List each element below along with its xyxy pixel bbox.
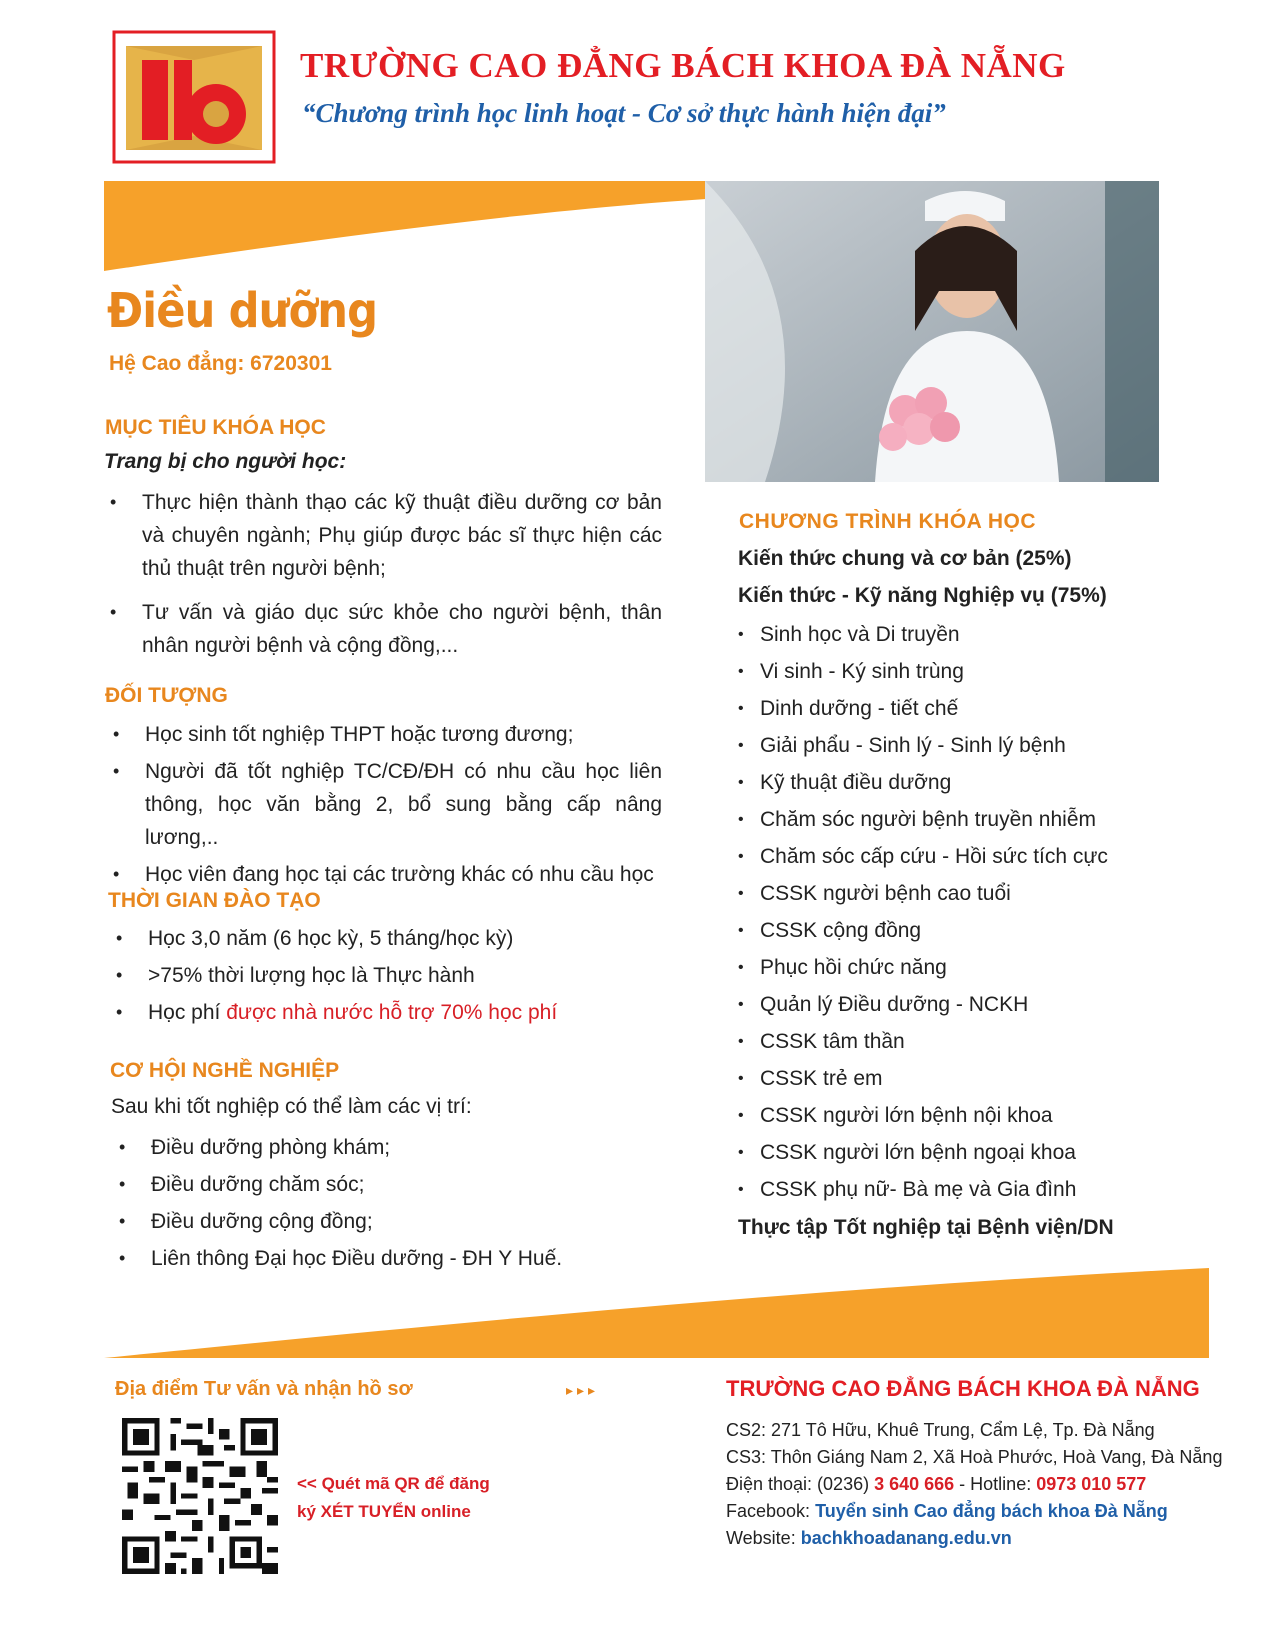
- list-item: • CSSK trẻ em: [760, 1060, 1108, 1097]
- phone-label: Điện thoại: (0236): [726, 1474, 875, 1494]
- nurse-photo: [705, 181, 1159, 482]
- phone-number[interactable]: 3 640 666: [874, 1474, 955, 1494]
- list-item: • Vi sinh - Ký sinh trùng: [760, 653, 1108, 690]
- qr-instruction-line-1: << Quét mã QR để đăng: [297, 1474, 490, 1493]
- qr-code[interactable]: [122, 1418, 278, 1574]
- qr-instruction: [297, 1470, 490, 1526]
- footer-school-name: TRƯỜNG CAO ĐẲNG BÁCH KHOA ĐÀ NẴNG: [726, 1376, 1200, 1401]
- consult-heading: Địa điểm Tư vấn và nhận hồ sơ: [115, 1378, 413, 1400]
- list-item: • Phục hồi chức năng: [760, 949, 1108, 986]
- fee-highlight: được nhà nước hỗ trợ 70% học phí: [226, 1001, 558, 1024]
- course-title: Điều dưỡng: [107, 283, 378, 339]
- qr-code-icon: [122, 1418, 278, 1574]
- website-label: Website:: [726, 1528, 801, 1548]
- objectives-heading: MỤC TIÊU KHÓA HỌC: [105, 416, 326, 439]
- list-item: • Học 3,0 năm (6 học kỳ, 5 tháng/học kỳ): [148, 922, 668, 955]
- list-item: • CSSK phụ nữ- Bà mẹ và Gia đình: [760, 1171, 1108, 1208]
- list-item: • Kỹ thuật điều dưỡng: [760, 764, 1108, 801]
- list-item: • Điều dưỡng phòng khám;: [151, 1131, 671, 1164]
- facebook-label: Facebook:: [726, 1501, 816, 1521]
- phone-line: [726, 1474, 1146, 1495]
- website-line: [726, 1528, 1012, 1549]
- list-item: • Học sinh tốt nghiệp THPT hoặc tương đương;: [145, 718, 662, 751]
- hotline-number[interactable]: 0973 010 577: [1036, 1474, 1147, 1494]
- careers-heading: CƠ HỘI NGHỀ NGHIỆP: [110, 1059, 340, 1082]
- curriculum-heading: CHƯƠNG TRÌNH KHÓA HỌC: [739, 510, 1037, 533]
- list-item: • CSSK người bệnh cao tuổi: [760, 875, 1108, 912]
- careers-list: [151, 1131, 671, 1275]
- list-item: • Dinh dưỡng - tiết chế: [760, 690, 1108, 727]
- list-item: • Điều dưỡng chăm sóc;: [151, 1168, 671, 1201]
- duration-list: [148, 922, 668, 1029]
- list-item: • CSSK người lớn bệnh ngoại khoa: [760, 1134, 1108, 1171]
- list-item: • CSSK cộng đồng: [760, 912, 1108, 949]
- duration-heading: THỜI GIAN ĐÀO TẠO: [108, 889, 321, 912]
- school-name: TRƯỜNG CAO ĐẲNG BÁCH KHOA ĐÀ NẴNG: [300, 46, 1066, 85]
- list-item: • Điều dưỡng cộng đồng;: [151, 1205, 671, 1238]
- facebook-link[interactable]: Tuyển sinh Cao đẳng bách khoa Đà Nẵng: [815, 1501, 1168, 1521]
- curriculum-internship: Thực tập Tốt nghiệp tại Bệnh viện/DN: [738, 1216, 1114, 1239]
- school-slogan: “Chương trình học linh hoạt - Cơ sở thực hành hiện đại”: [302, 98, 946, 128]
- list-item: • Liên thông Đại học Điều dưỡng - ĐH Y Huế.: [151, 1242, 671, 1275]
- list-item: • Chăm sóc cấp cứu - Hồi sức tích cực: [760, 838, 1108, 875]
- audience-list: [145, 718, 662, 891]
- list-item: • Sinh học và Di truyền: [760, 616, 1108, 653]
- school-logo: [112, 30, 276, 164]
- list-item: • Người đã tốt nghiệp TC/CĐ/ĐH có nhu cầu học liên thông, học văn bằng 2, bổ sung bằng cấp nâng lương,..: [145, 755, 662, 854]
- list-item: • >75% thời lượng học là Thực hành: [148, 959, 668, 992]
- audience-heading: ĐỐI TƯỢNG: [105, 684, 228, 707]
- list-item: • Thực hiện thành thạo các kỹ thuật điều dưỡng cơ bản và chuyên ngành; Phụ giúp được bác sĩ thực hiện các thủ thuật trên người bệnh;: [142, 486, 662, 585]
- course-code: Hệ Cao đẳng: 6720301: [109, 352, 332, 375]
- list-item: • Tư vấn và giáo dục sức khỏe cho người bệnh, thân nhân người bệnh và cộng đồng,...: [142, 596, 662, 662]
- careers-intro: Sau khi tốt nghiệp có thể làm các vị trí:: [111, 1095, 472, 1118]
- list-item: • Quản lý Điều dưỡng - NCKH: [760, 986, 1108, 1023]
- top-orange-banner: [104, 181, 706, 271]
- website-link[interactable]: bachkhoadanang.edu.vn: [800, 1528, 1012, 1548]
- curriculum-subjects: [760, 616, 1108, 1208]
- list-item: • CSSK người lớn bệnh nội khoa: [760, 1097, 1108, 1134]
- list-item: • Học viên đang học tại các trường khác có nhu cầu học: [145, 858, 662, 891]
- fee-prefix: Học phí: [148, 1001, 227, 1024]
- facebook-line: [726, 1501, 1168, 1522]
- arrows-icon: ▸▸▸: [566, 1382, 600, 1398]
- campus-3-address: CS3: Thôn Giáng Nam 2, Xã Hoà Phước, Hoà Vang, Đà Nẵng: [726, 1447, 1223, 1467]
- qr-instruction-line-2: ký XÉT TUYỂN online: [297, 1502, 471, 1521]
- campus-2-address: CS2: 271 Tô Hữu, Khuê Trung, Cẩm Lệ, Tp. Đà Nẵng: [726, 1420, 1155, 1440]
- list-item: • Giải phẩu - Sinh lý - Sinh lý bệnh: [760, 727, 1108, 764]
- hotline-label: - Hotline:: [954, 1474, 1037, 1494]
- list-item: [148, 996, 668, 1029]
- objectives-intro: Trang bị cho người học:: [104, 450, 347, 473]
- curriculum-general: Kiến thức chung và cơ bản (25%): [738, 547, 1072, 570]
- list-item: • Chăm sóc người bệnh truyền nhiễm: [760, 801, 1108, 838]
- objectives-list: [142, 486, 662, 662]
- bottom-orange-banner: [104, 1268, 1209, 1358]
- list-item: • CSSK tâm thần: [760, 1023, 1108, 1060]
- curriculum-professional: Kiến thức - Kỹ năng Nghiệp vụ (75%): [738, 584, 1107, 607]
